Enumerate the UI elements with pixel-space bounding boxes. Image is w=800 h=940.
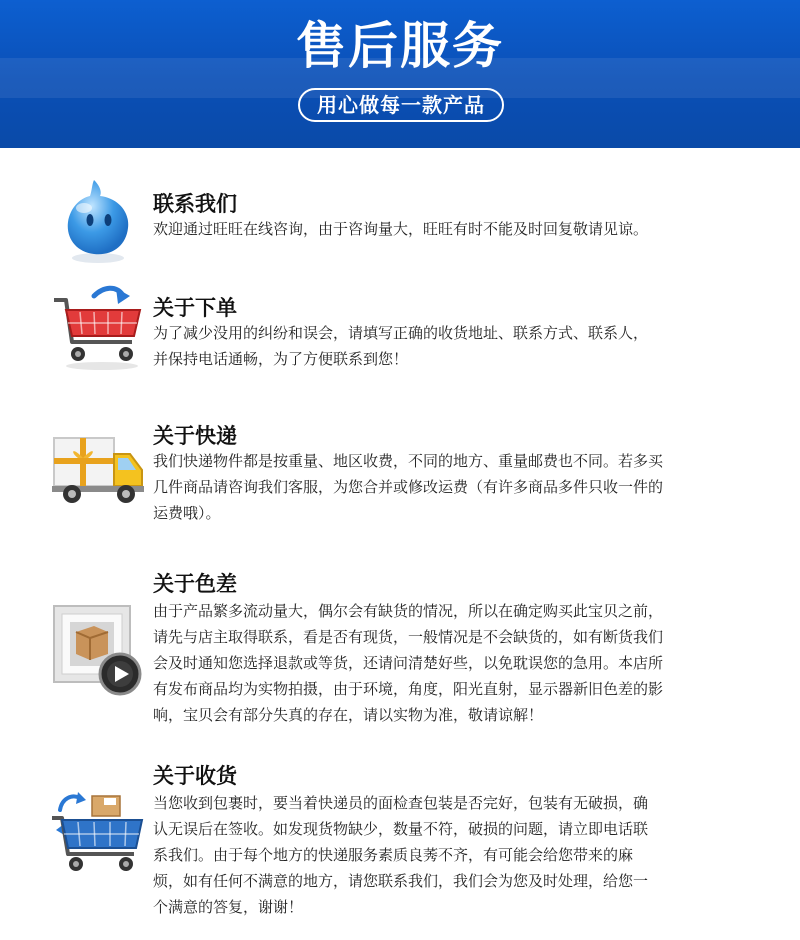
text-line: 请先与店主取得联系，看是否有现货，一般情况是不会缺货的，如有断货我们	[153, 628, 664, 646]
text-line: 会及时通知您选择退款或等货，还请问清楚好些，以免耽误您的急用。本店所	[153, 654, 664, 672]
slogan-badge: 用心做每一款产品	[298, 88, 504, 122]
text-line: 有发布商品均为实物拍摄，由于环境，角度，阳光直射，显示器新旧色差的影	[153, 680, 664, 698]
text-line: 由于产品繁多流动量大，偶尔会有缺货的情况，所以在确定购买此宝贝之前，	[153, 602, 664, 620]
chat-bubble-icon	[50, 174, 146, 270]
shopping-cart-icon	[50, 282, 146, 378]
section-text	[153, 598, 765, 728]
section-text	[153, 216, 765, 242]
text-line: 个满意的答复，谢谢！	[153, 898, 304, 916]
page-title: 售后服务	[296, 17, 504, 75]
text-line: 并保持电话通畅，为了方便联系到您！	[153, 350, 409, 368]
text-line: 为了减少没用的纠纷和误会，请填写正确的收货地址、联系方式、联系人，	[153, 324, 649, 342]
cart-with-parcel-icon	[50, 788, 146, 884]
section-title: 关于下单	[153, 296, 237, 320]
section-title: 关于收货	[153, 764, 237, 788]
text-line: 我们快递物件都是按重量、地区收费，不同的地方、重量邮费也不同。若多买	[153, 452, 664, 470]
section-title: 关于色差	[153, 572, 237, 596]
text-line: 几件商品请咨询我们客服，为您合并或修改运费（有许多商品多件只收一件的	[153, 478, 664, 496]
text-line: 系我们。由于每个地方的快递服务素质良莠不齐，有可能会给您带来的麻	[153, 846, 634, 864]
text-line: 认无误后在签收。如发现货物缺少，数量不符，破损的问题，请立即电话联	[153, 820, 649, 838]
header-banner	[0, 0, 800, 148]
text-line: 欢迎通过旺旺在线咨询，由于咨询量大，旺旺有时不能及时回复敬请见谅。	[153, 220, 649, 238]
photo-frame-icon	[50, 602, 146, 698]
text-line: 响，宝贝会有部分失真的存在，请以实物为准，敬请谅解！	[153, 706, 544, 724]
text-line: 运费哦）。	[153, 504, 221, 522]
section-text	[153, 320, 765, 372]
text-line: 当您收到包裹时，要当着快递员的面检查包装是否完好，包装有无破损，确	[153, 794, 649, 812]
section-title: 关于快递	[153, 424, 237, 448]
section-title: 联系我们	[153, 192, 237, 216]
section-text	[153, 790, 765, 920]
section-text	[153, 448, 765, 526]
text-line: 烦，如有任何不满意的地方，请您联系我们，我们会为您及时处理，给您一	[153, 872, 649, 890]
delivery-truck-icon	[50, 420, 146, 516]
